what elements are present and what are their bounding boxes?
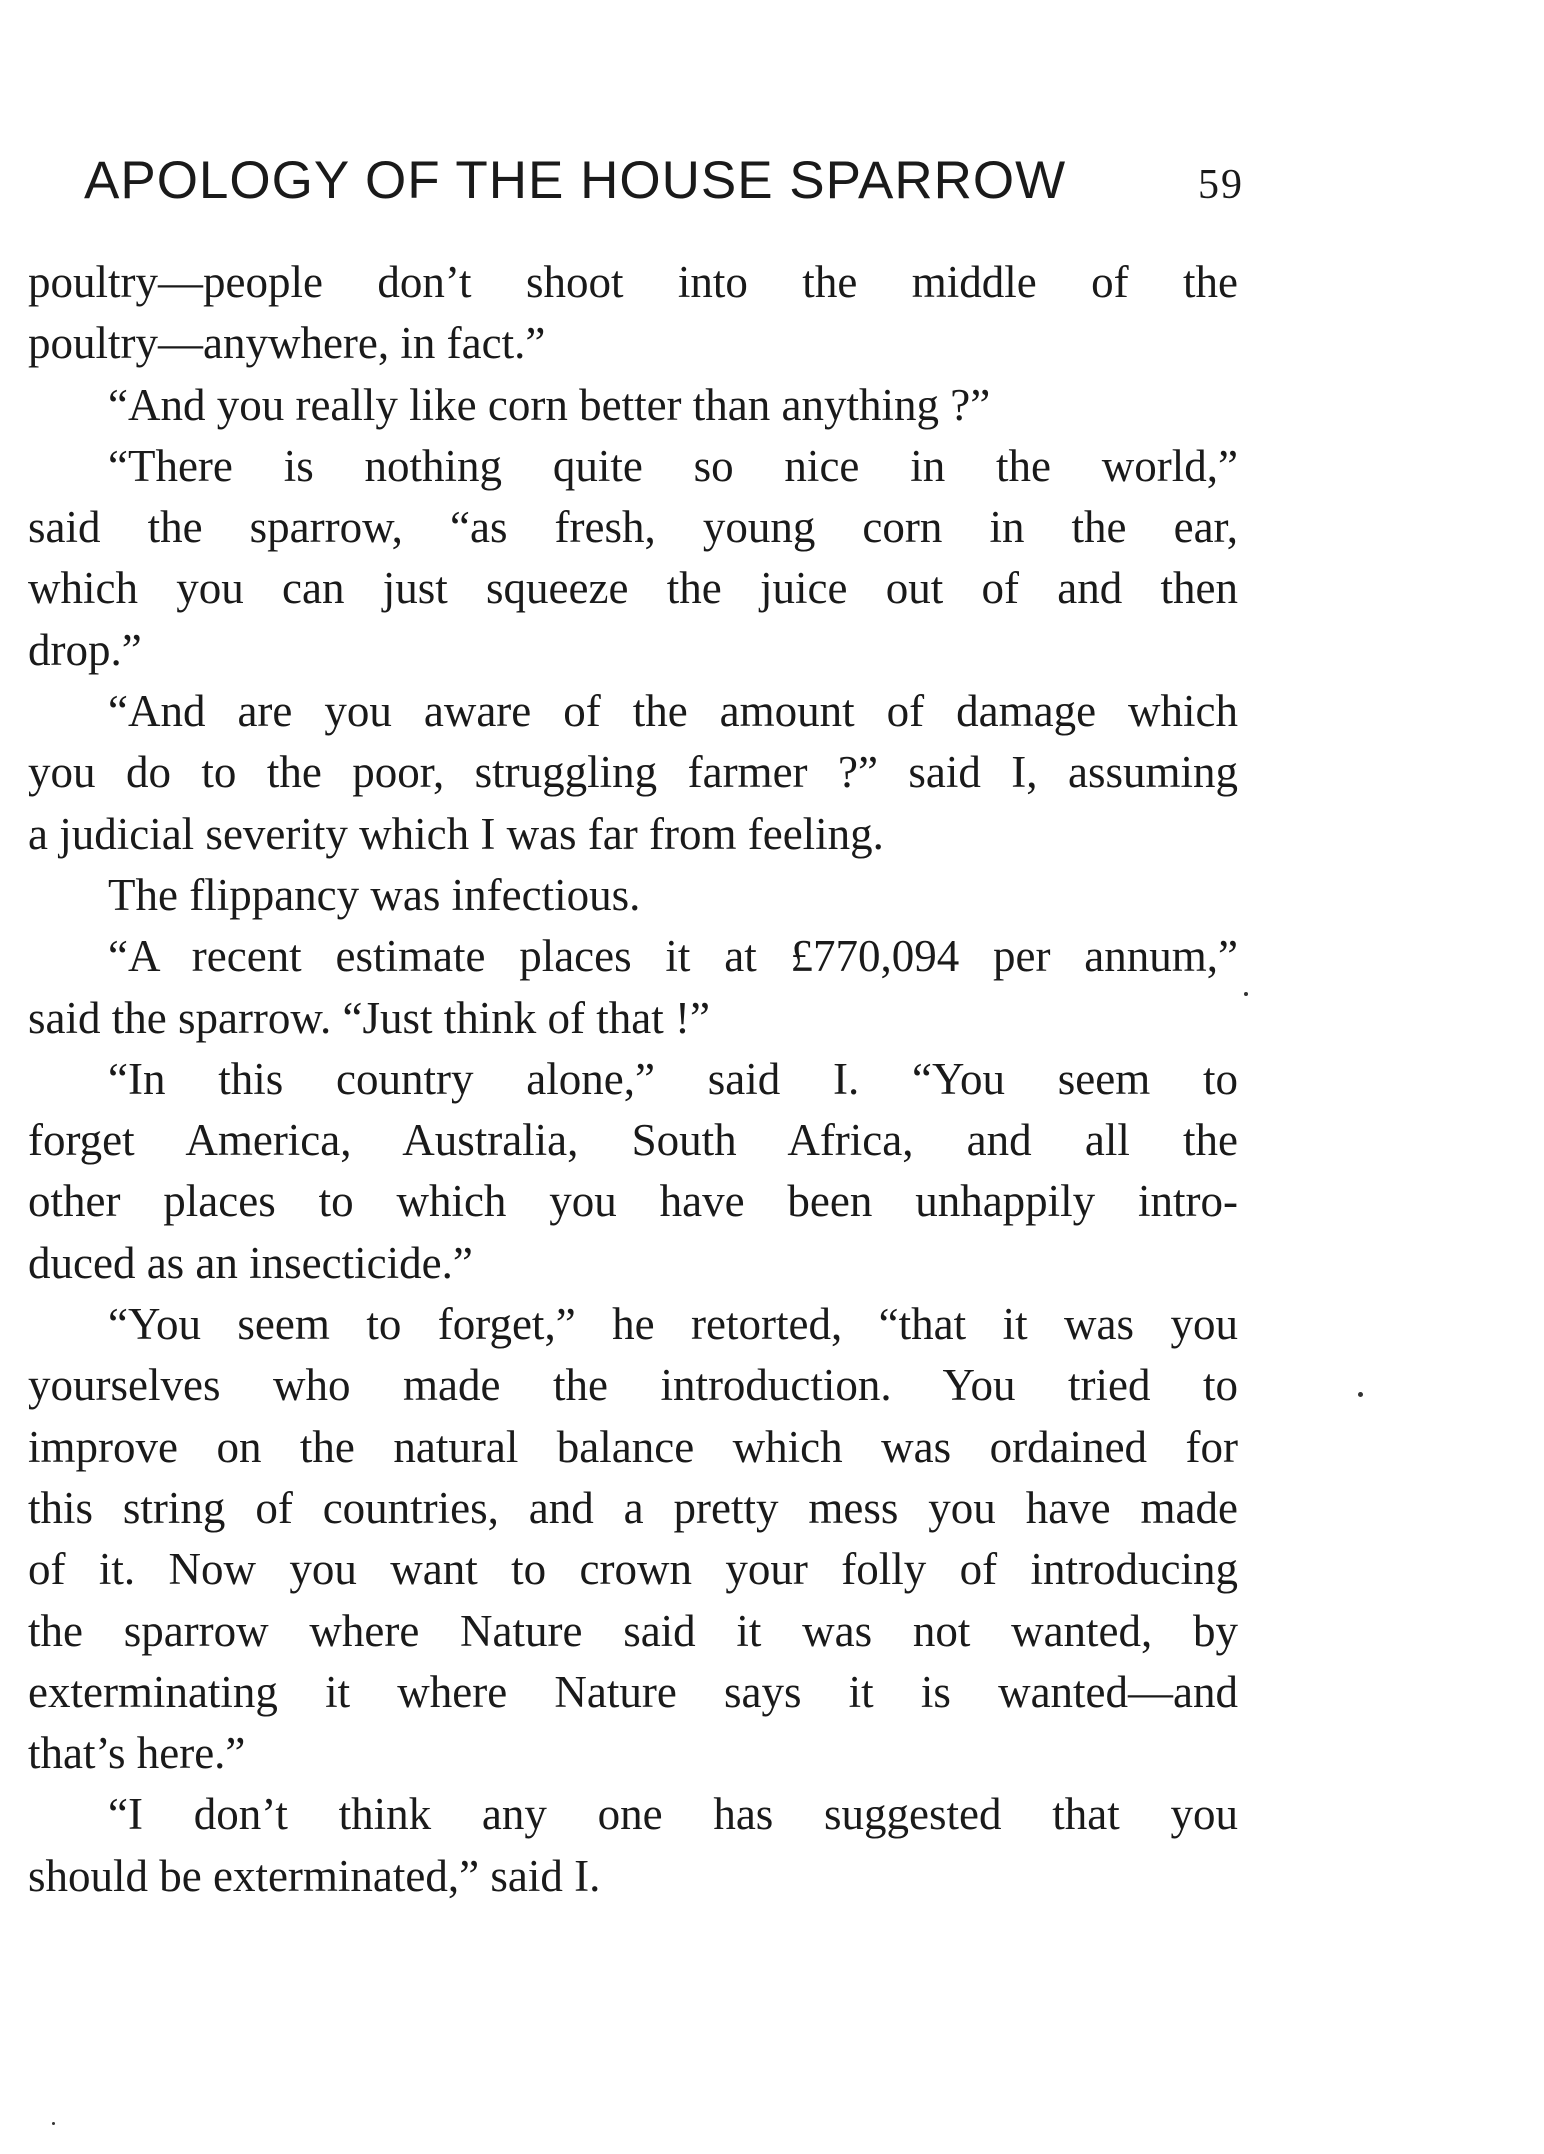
text-line: should be exterminated,” said I. (28, 1850, 601, 1901)
text-line: “You seem to forget,” he retorted, “that it was you (108, 1299, 1238, 1350)
running-title: APOLOGY OF THE HOUSE SPARROW (84, 151, 1067, 210)
text-line: “And you really like corn better than anything ?” (108, 379, 991, 430)
text-line: exterminating it where Nature says it is wanted—and (28, 1666, 1238, 1717)
text-line: “In this country alone,” said I. “You seem to (108, 1053, 1238, 1104)
text-line: drop.” (28, 624, 142, 675)
text-line: that’s here.” (28, 1728, 246, 1779)
text-line: The flippancy was infectious. (108, 869, 641, 920)
page-number: 59 (1198, 162, 1244, 208)
text-line: yourselves who made the introduction. You tried to (28, 1360, 1238, 1411)
text-line: said the sparrow. “Just think of that !” (28, 992, 710, 1043)
text-line: improve on the natural balance which was ordained for (28, 1421, 1238, 1472)
text-line: which you can just squeeze the juice out of and then (28, 563, 1238, 614)
running-header (84, 150, 1244, 211)
text-line: duced as an insecticide.” (28, 1237, 473, 1288)
text-line: you do to the poor, struggling farmer ?” said I, assuming (28, 747, 1238, 798)
ink-speck (1244, 992, 1248, 996)
text-line: this string of countries, and a pretty mess you have made (28, 1482, 1238, 1533)
text-line: the sparrow where Nature said it was not wanted, by (28, 1605, 1238, 1656)
text-line: poultry—people don’t shoot into the middle of the (28, 257, 1238, 307)
body-text (28, 252, 1238, 1907)
text-line: a judicial severity which I was far from feeling. (28, 808, 884, 859)
text-line: said the sparrow, “as fresh, young corn in the ear, (28, 502, 1238, 553)
text-line: of it. Now you want to crown your folly of introducing (28, 1544, 1238, 1595)
text-line: “I don’t think any one has suggested that you (108, 1789, 1238, 1840)
ink-speck (1358, 1392, 1363, 1397)
text-line: “There is nothing quite so nice in the world,” (108, 440, 1238, 491)
text-line: forget America, Australia, South Africa, and all the (28, 1115, 1238, 1166)
ink-speck (52, 2122, 55, 2125)
text-line: “And are you aware of the amount of damage which (108, 686, 1238, 737)
text-line: poultry—anywhere, in fact.” (28, 318, 546, 369)
text-line: “A recent estimate places it at £770,094 per annum,” (108, 931, 1238, 982)
text-line: other places to which you have been unhappily intro- (28, 1176, 1238, 1227)
